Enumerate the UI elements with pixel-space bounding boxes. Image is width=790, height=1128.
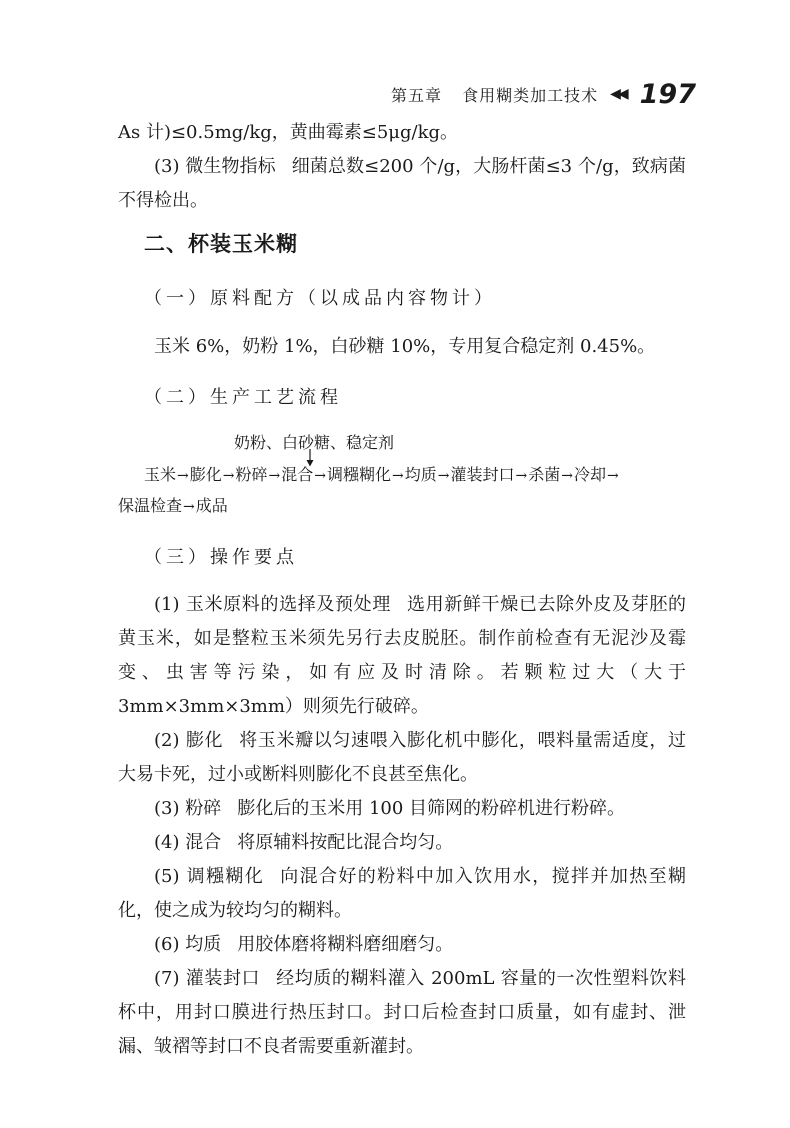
- right-arrow-icon: →: [392, 468, 404, 484]
- right-arrow-icon: →: [183, 499, 195, 515]
- subheading-flow: （二）生产工艺流程: [144, 387, 342, 408]
- subheading-formula: （一）原料配方（以成品内容物计）: [144, 288, 496, 309]
- page-number: 197: [639, 78, 696, 110]
- right-arrow-icon: →: [561, 468, 573, 484]
- flow-step: 杀菌: [528, 465, 561, 484]
- point-1: [118, 588, 686, 724]
- right-arrow-icon: →: [222, 468, 235, 484]
- point-term: (5) 调糨糊化: [154, 866, 265, 887]
- point-5: [118, 860, 686, 928]
- point-term: (6) 均质: [154, 934, 222, 955]
- top-continuation: [118, 116, 686, 218]
- right-arrow-icon: →: [515, 468, 528, 484]
- chapter-label: 第五章: [391, 85, 443, 105]
- double-left-arrow-icon: ◀◀: [610, 86, 626, 102]
- flow-step: 灌装封口: [450, 465, 515, 484]
- flow-step: 粉碎: [235, 465, 268, 484]
- point-body: 将原辅料按配比混合均匀。: [237, 832, 454, 853]
- limit-line: As 计)≤0.5mg/kg，黄曲霉素≤5μg/kg。: [118, 122, 459, 143]
- point-2: [118, 724, 686, 792]
- flow-step: 玉米: [144, 465, 177, 484]
- subheading-points: （三）操作要点: [144, 547, 298, 568]
- formula-text: 玉米 6%，奶粉 1%，白砂糖 10%，专用复合稳定剂 0.45%。: [154, 336, 656, 357]
- point-6: [118, 928, 686, 962]
- point-body: 向混合好的粉料中加入饮用水，搅拌并加热至糊化，使之成为较均匀的糊料。: [118, 866, 687, 921]
- point-body: 选用新鲜干燥已去除外皮及芽胚的黄玉米，如是整粒玉米须先另行去皮脱胚。制作前检查有无泥沙及霉变、虫害等污染，如有应及时清除。若颗粒过大（大于3mm×3mm×3mm）则须先行破碎。: [118, 594, 687, 717]
- point-term: (3) 粉碎: [154, 798, 222, 819]
- micro-term: (3) 微生物指标: [154, 156, 276, 177]
- point-4: [118, 826, 686, 860]
- point-term: (4) 混合: [154, 832, 222, 853]
- right-arrow-icon: →: [268, 468, 281, 484]
- right-arrow-icon: →: [314, 468, 326, 484]
- right-arrow-icon: →: [177, 468, 189, 484]
- flow-step: 冷却: [574, 465, 607, 484]
- section-heading: 二、杯装玉米糊: [144, 232, 298, 256]
- point-body: 经均质的糊料灌入 200mL 容量的一次性塑料饮料杯中，用封口膜进行热压封口。封口后检查封口质量，如有虚封、泄漏、皱褶等封口不良者需要重新灌封。: [118, 968, 687, 1057]
- flow-step: 混合: [281, 465, 314, 484]
- flow-step: 膨化: [189, 465, 222, 484]
- micro-body: 细菌总数≤200 个/g，大肠杆菌≤3 个/g，致病菌不得检出。: [118, 156, 686, 211]
- point-term: (7) 灌装封口: [154, 968, 261, 989]
- flow-step: 调糨糊化: [327, 465, 392, 484]
- right-arrow-icon: →: [607, 468, 619, 484]
- point-7: [118, 962, 686, 1064]
- point-body: 将玉米瓣以匀速喂入膨化机中膨化，喂料量需适度，过大易卡死，过小或断料则膨化不良甚至焦化。: [118, 730, 686, 785]
- flow-step: 均质: [404, 465, 437, 484]
- point-term: (2) 膨化: [154, 730, 224, 751]
- flow-step: 成品: [195, 496, 228, 515]
- operation-points: [118, 588, 686, 1064]
- chapter-title: 食用糊类加工技术: [462, 85, 599, 105]
- point-body: 用胶体磨将糊料磨细磨匀。: [237, 934, 454, 955]
- point-term: (1) 玉米原料的选择及预处理: [154, 594, 391, 615]
- right-arrow-icon: →: [437, 468, 450, 484]
- point-body: 膨化后的玉米用 100 目筛网的粉碎机进行粉碎。: [237, 798, 626, 819]
- flow-line-1: [144, 462, 620, 489]
- micro-paragraph: [118, 150, 686, 218]
- flow-additives: 奶粉、白砂糖、稳定剂: [234, 433, 395, 452]
- running-header: [391, 74, 696, 114]
- formula-block: [118, 330, 686, 364]
- flow-step: 保温检查: [118, 496, 183, 515]
- flow-line-2: [118, 493, 228, 520]
- point-3: [118, 792, 686, 826]
